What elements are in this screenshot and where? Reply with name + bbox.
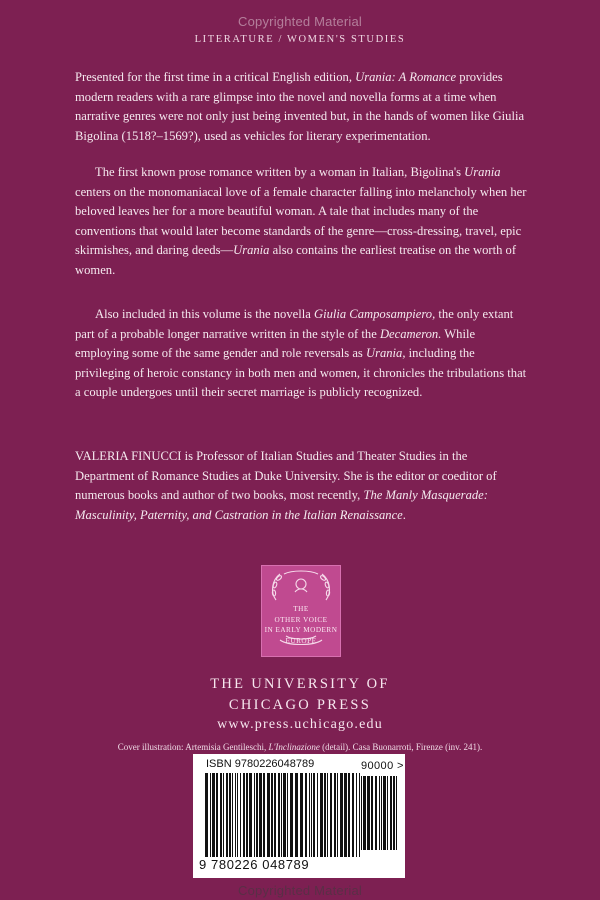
addon-bars-icon (361, 776, 401, 850)
series-logo (261, 565, 341, 657)
barcode-bars-icon (205, 773, 363, 857)
description-paragraph-1: Presented for the first time in a critical English edition, Urania: A Romance provides modern readers with a rare glimpse into the novel and novella forms at a time when narrative genres were not only just being invented but, in the hands of women like Giulia Bigolina (1518?–1569?), used as vehicles for literary experimentation. (75, 70, 525, 143)
category-label: LITERATURE / WOMEN'S STUDIES (194, 34, 406, 45)
publisher-url[interactable]: www.press.uchicago.edu (217, 717, 383, 732)
description-paragraph-2: The first known prose romance written by a woman in Italian, Bigolina's Urania centers on the monomaniacal love of a female character falling into melancholy when her beloved leaves her for a more beautiful woman. A tale that includes many of the conventions that would later become standards of the genre—cross-dressing, travel, epic skirmishes, and daring deeds—Urania also contains the earliest treatise on the worth of women. (75, 165, 527, 277)
logo-line-3: IN EARLY MODERN EUROPE (264, 626, 338, 645)
logo-line-1: THE (293, 605, 309, 613)
copyright-watermark-top: Copyrighted Material (238, 14, 362, 29)
copyright-watermark-bottom: Copyrighted Material (238, 883, 362, 898)
author-bio: VALERIA FINUCCI is Professor of Italian Studies and Theater Studies in the Department of Romance Studies at Duke University. She is the editor or coeditor of numerous books and author of two books, most recently, The Manly Masquerade: Masculinity, Paternity, and Castration in the Italian Renaissance. (75, 449, 497, 522)
publisher-name-line-1: THE UNIVERSITY OF (210, 676, 390, 692)
logo-line-2: OTHER VOICE (274, 615, 328, 624)
description-paragraph-3: Also included in this volume is the novella Giulia Camposampiero, the only extant part of a probable longer narrative written in the style of the Decameron. While employing some of the same gender and role reversals as Urania, including the privileging of heroic constancy in both men and women, it chronicles the tribulations that a couple undergoes until their secret marriage is publicly recognized. (75, 307, 527, 400)
price-addon: 90000 > (361, 760, 404, 772)
cover-credit: Cover illustration: Artemisia Gentileschi, L'Inclinazione (detail). Casa Buonarroti, Firenze (inv. 241). (117, 742, 483, 752)
isbn-label: ISBN 9780226048789 (206, 758, 315, 770)
barcode-digits: 9 780226 048789 (199, 857, 310, 872)
publisher-name-line-2: CHICAGO PRESS (228, 697, 372, 713)
barcode-box (193, 754, 405, 878)
book-title: Urania: A Romance (355, 70, 457, 84)
